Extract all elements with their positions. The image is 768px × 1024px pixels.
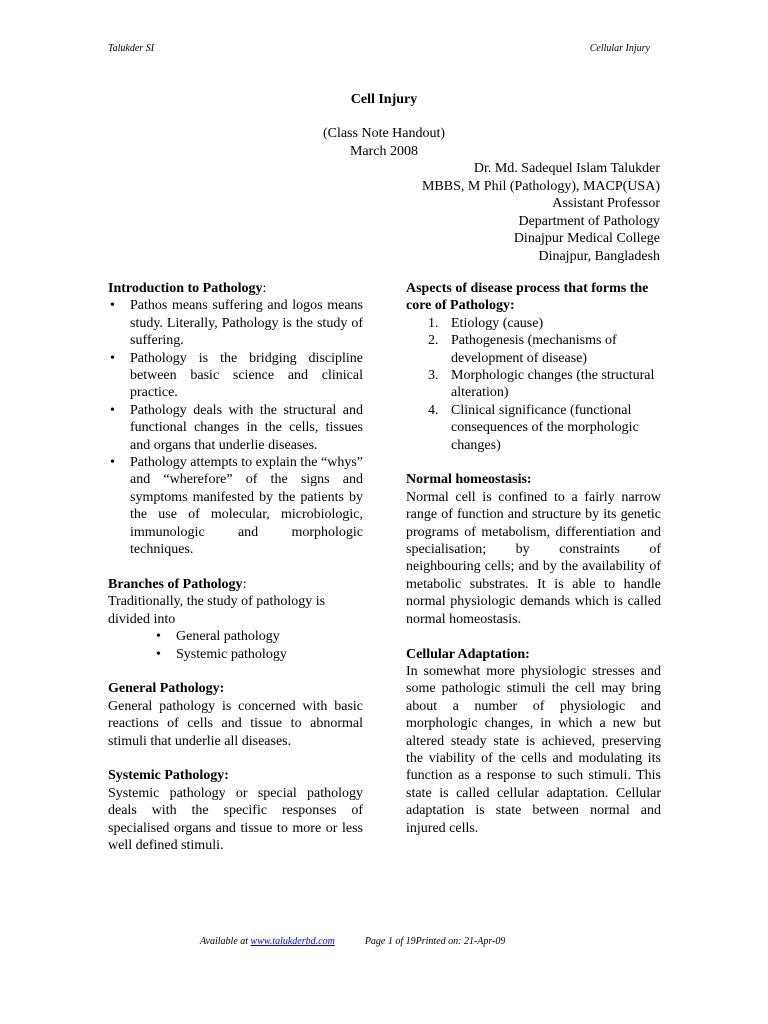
- section-heading: Cellular Adaptation:: [406, 646, 530, 662]
- section-introduction: [108, 280, 363, 559]
- list-item: • General pathology: [108, 628, 363, 645]
- author-college: Dinajpur Medical College: [513, 231, 660, 247]
- list-item: 3. Morphologic changes (the structural alteration): [428, 368, 655, 401]
- section-systemic-pathology: [108, 767, 363, 854]
- author-position: Assistant Professor: [552, 196, 660, 212]
- list-item: • Systemic pathology: [108, 646, 363, 663]
- section-heading: Introduction to Pathology:: [108, 281, 267, 296]
- list-item: • Pathos means suffering and logos means study. Literally, Pathology is the study of suffering.: [108, 297, 363, 349]
- list-item: 4. Clinical significance (functional consequences of the morphologic changes): [428, 402, 639, 453]
- section-heading: Systemic Pathology:: [108, 768, 229, 784]
- author-name: Dr. Md. Sadequel Islam Talukder: [473, 161, 660, 176]
- section-text: Normal cell is confined to a fairly narrow range of function and structure by its genetic programs of metabolism, differentiation and specialisation; by constraints of neighbouring cells; and by the availability of metabolic substrates. It is able to handle normal physiologic demands which is called normal homeostasis.: [406, 489, 661, 627]
- list-item: • Pathology is the bridging discipline between basic science and clinical practice.: [108, 350, 363, 402]
- running-header-title: Cellular Injury: [589, 43, 650, 54]
- section-text: In somewhat more physiologic stresses and some pathologic stimuli the cell may bring about a number of physiologic and morphologic changes, in which a new but altered steady state is achieved, preserving the viability of the cells and modulating its function as a response to such stimuli. This state is called cellular adaptation. Cellular adaptation is state between normal and injured cells.: [406, 663, 661, 836]
- branches-bullet-list: [108, 628, 363, 663]
- intro-bullet-list: [108, 297, 363, 558]
- section-heading: General Pathology:: [108, 681, 225, 697]
- document-title: Cell Injury: [350, 92, 418, 107]
- section-branches: [108, 576, 363, 663]
- section-heading: Branches of Pathology:: [108, 576, 247, 592]
- author-block: [422, 160, 660, 266]
- section-text: Systemic pathology or special pathology deals with the specific responses of specialised organs and tissue to more or less well defined stimuli.: [108, 785, 363, 853]
- footer-website-link[interactable]: www.talukderbd.com: [250, 936, 335, 947]
- section-text: General pathology is concerned with basic reactions of cells and tissue to abnormal stimuli that underlie all diseases.: [108, 698, 363, 749]
- section-text: Traditionally, the study of pathology is divided into: [108, 594, 326, 627]
- list-item: • Pathology deals with the structural and functional changes in the cells, tissues and organs that underlie diseases.: [108, 402, 363, 454]
- document-date: March 2008: [349, 144, 419, 159]
- running-header-author: Talukder SI: [108, 43, 155, 54]
- list-item: • Pathology attempts to explain the “whys” and “wherefore” of the signs and symptoms manifested by the patients by the use of molecular, microbiologic, immunologic and morphologic techniques.: [108, 454, 363, 558]
- left-column: [108, 280, 363, 872]
- author-location: Dinajpur, Bangladesh: [538, 248, 660, 264]
- section-normal-homeostasis: [406, 471, 661, 628]
- section-general-pathology: [108, 680, 363, 750]
- section-cellular-adaptation: [406, 646, 661, 837]
- section-aspects: [406, 280, 661, 454]
- document-subtitle: (Class Note Handout): [322, 126, 446, 141]
- section-heading: Normal homeostasis:: [406, 472, 532, 488]
- list-item: 1. Etiology (cause): [428, 315, 544, 331]
- author-degrees: MBBS, M Phil (Pathology), MACP(USA): [421, 178, 660, 194]
- footer-page-info: Page 1 of 19Printed on: 21-Apr-09: [364, 936, 506, 947]
- list-item: 2. Pathogenesis (mechanisms of development of disease): [428, 333, 617, 366]
- aspects-numbered-list: [406, 315, 661, 454]
- footer-available-label: Available at: [200, 936, 251, 947]
- author-department: Department of Pathology: [518, 213, 660, 229]
- page-footer: [200, 936, 505, 947]
- right-column: [406, 280, 661, 854]
- section-heading: Aspects of disease process that forms the core of Pathology:: [406, 281, 649, 314]
